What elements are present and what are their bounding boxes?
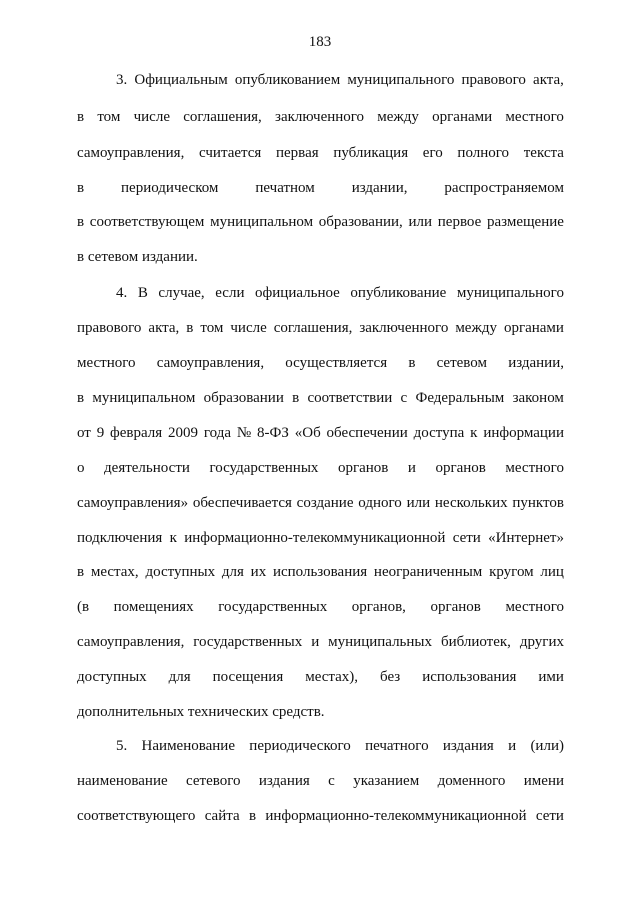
word: и [407, 460, 416, 476]
text-line [77, 459, 564, 477]
word: самоуправления, [77, 145, 185, 161]
word: в [248, 808, 257, 824]
word: посещения [212, 669, 284, 685]
word: о [77, 460, 85, 476]
text-line [77, 668, 564, 686]
word: муниципальных [328, 634, 433, 650]
word: органов, [351, 599, 406, 615]
word: использования [272, 564, 368, 580]
word: в [292, 390, 300, 406]
text-line [77, 389, 564, 407]
word: образовании [203, 390, 284, 406]
word: имени [523, 773, 564, 789]
word: «Интернет» [488, 530, 564, 546]
text-line [77, 144, 564, 162]
text-line: в сетевом издании. [77, 249, 198, 265]
word: лиц [540, 564, 564, 580]
text-line [77, 633, 564, 651]
word: соответствующем [89, 214, 205, 230]
word: муниципального [347, 72, 455, 88]
word: (или) [530, 738, 564, 754]
word: муниципальном [210, 214, 314, 230]
word: государственных [218, 599, 328, 615]
word: Федеральным [415, 390, 505, 406]
text-line [77, 772, 564, 790]
word: доступа [413, 425, 465, 441]
word: осуществляется [285, 355, 388, 371]
word: 5. [116, 738, 128, 754]
word: обеспечивается [192, 495, 292, 511]
word: с [328, 773, 335, 789]
word: года [203, 425, 232, 441]
word: акта, [533, 72, 564, 88]
word: самоуправления, [77, 634, 185, 650]
word: в [77, 390, 85, 406]
word: 3. [116, 72, 128, 88]
word: акта, [148, 320, 180, 336]
word: том [200, 320, 224, 336]
word: местах), [305, 669, 359, 685]
word: считается [199, 145, 262, 161]
word: соглашения, [273, 320, 353, 336]
word: без [380, 669, 401, 685]
text-line [77, 807, 564, 825]
word: информационно-телекоммуникационной [184, 530, 446, 546]
word: с [400, 390, 408, 406]
word: от [77, 425, 91, 441]
word: или [408, 214, 433, 230]
word: распространяемом [444, 180, 564, 196]
word: сетевом [436, 355, 487, 371]
word: соглашения, [183, 109, 262, 125]
word: издания [442, 738, 494, 754]
word: муниципальном [92, 390, 196, 406]
text-line [116, 737, 564, 755]
word: первая [276, 145, 319, 161]
word: первое [437, 214, 482, 230]
word: соответствии [307, 390, 393, 406]
word: использования [422, 669, 517, 685]
word: доменного [437, 773, 506, 789]
word: или [406, 495, 431, 511]
text-line [77, 424, 564, 442]
word: одного [358, 495, 402, 511]
word: информации [483, 425, 564, 441]
word: Наименование [141, 738, 235, 754]
word: его [422, 145, 443, 161]
word: сетевого [186, 773, 241, 789]
text-line: дополнительных технических средств. [77, 704, 325, 720]
word: правового [77, 320, 142, 336]
word: 2009 [168, 425, 199, 441]
word: размещение [486, 214, 564, 230]
word: и [311, 634, 320, 650]
word: обеспечении [326, 425, 408, 441]
text-line [77, 354, 564, 372]
word: органами [432, 109, 493, 125]
word: подключения [77, 530, 163, 546]
word: для [221, 564, 244, 580]
word: февраля [110, 425, 163, 441]
word: публикация [333, 145, 409, 161]
word: органов [435, 460, 486, 476]
text-line [77, 598, 564, 616]
word: сайта [204, 808, 240, 824]
word: библиотек, [440, 634, 511, 650]
word: доступных [145, 564, 216, 580]
text-line [77, 179, 564, 197]
word: органами [503, 320, 564, 336]
word: если [215, 285, 245, 301]
word: заключенного [275, 109, 365, 125]
word: указанием [353, 773, 420, 789]
word: нескольких [434, 495, 508, 511]
word: «Об [294, 425, 321, 441]
word: в [77, 564, 85, 580]
word: местах, [90, 564, 139, 580]
word: самоуправления» [77, 495, 189, 511]
word: органов [337, 460, 389, 476]
word: между [455, 320, 497, 336]
word: к [169, 530, 177, 546]
word: государственных [209, 460, 319, 476]
word: в [408, 355, 416, 371]
word: муниципального [456, 285, 564, 301]
word: Официальным [134, 72, 228, 88]
text-line [77, 108, 564, 126]
word: издания [258, 773, 310, 789]
word: государственных [193, 634, 303, 650]
word: образовании, [318, 214, 403, 230]
word: кругом [489, 564, 534, 580]
word: в [77, 180, 85, 196]
word: местного [77, 355, 136, 371]
word: и [508, 738, 517, 754]
word: периодическом [121, 180, 219, 196]
word: (в [77, 599, 90, 615]
word: между [377, 109, 419, 125]
word: сети [452, 530, 481, 546]
word: органов [430, 599, 481, 615]
word: законом [512, 390, 564, 406]
word: доступных [77, 669, 147, 685]
word: официальное [255, 285, 340, 301]
text-line [77, 494, 564, 512]
word: случае, [158, 285, 205, 301]
word: деятельности [104, 460, 190, 476]
word: периодического [249, 738, 351, 754]
word: местного [505, 599, 564, 615]
word: числе [230, 320, 267, 336]
word: сети [535, 808, 564, 824]
word: издании, [351, 180, 408, 196]
page-number: 183 [308, 34, 332, 50]
word: в [186, 320, 194, 336]
word: их [250, 564, 267, 580]
word: местного [505, 460, 564, 476]
word: печатном [255, 180, 315, 196]
word: печатного [365, 738, 429, 754]
word: помещениях [113, 599, 194, 615]
word: заключенного [359, 320, 449, 336]
text-line [116, 71, 564, 89]
word: 8-ФЗ [257, 425, 289, 441]
word: местного [505, 109, 564, 125]
word: опубликованием [234, 72, 341, 88]
word: В [137, 285, 148, 301]
word: соответствующего [77, 808, 196, 824]
word: наименование [77, 773, 168, 789]
word: числе [133, 109, 170, 125]
word: создание [296, 495, 354, 511]
word: том [97, 109, 121, 125]
word: других [519, 634, 564, 650]
word: ими [538, 669, 564, 685]
text-line [77, 213, 564, 231]
word: в [77, 109, 85, 125]
text-line [77, 529, 564, 547]
text-line [77, 319, 564, 337]
word: опубликование [350, 285, 447, 301]
word: информационно-телекоммуникационной [265, 808, 527, 824]
word: пунктов [512, 495, 564, 511]
word: издании, [508, 355, 564, 371]
word: для [168, 669, 191, 685]
word: правового [461, 72, 526, 88]
text-line [116, 284, 564, 302]
word: неограниченным [373, 564, 483, 580]
word: 9 [96, 425, 105, 441]
word: к [470, 425, 478, 441]
word: 4. [116, 285, 128, 301]
word: № [236, 425, 252, 441]
word: в [77, 214, 85, 230]
text-line [77, 563, 564, 581]
word: текста [523, 145, 564, 161]
word: самоуправления, [156, 355, 265, 371]
word: полного [457, 145, 510, 161]
